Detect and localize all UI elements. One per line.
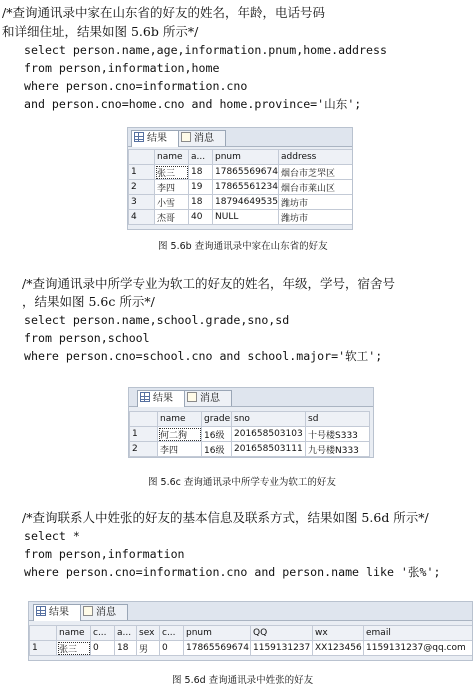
table-cell[interactable]: 18 bbox=[189, 165, 213, 180]
column-header[interactable]: sd bbox=[306, 412, 370, 427]
table-cell[interactable]: 0 bbox=[91, 641, 115, 656]
tab-label: 消息 bbox=[194, 133, 214, 144]
row-number[interactable]: 4 bbox=[129, 210, 155, 225]
grid-icon bbox=[134, 132, 144, 142]
row-number[interactable]: 1 bbox=[130, 427, 158, 442]
table-cell[interactable]: 十号楼S333 bbox=[306, 427, 370, 442]
column-header[interactable]: sno bbox=[232, 412, 306, 427]
table-cell[interactable]: 小雪 bbox=[155, 195, 189, 210]
comment-text: /*查询通讯录中家在山东省的好友的姓名，年龄，电话号码 bbox=[2, 5, 325, 20]
table-cell[interactable]: 17865569674 bbox=[184, 641, 251, 656]
table-cell[interactable]: 18 bbox=[115, 641, 137, 656]
comment-text: ，结果如图 5.6c 所示*/ bbox=[22, 294, 155, 309]
table-cell[interactable]: 1159131237 bbox=[251, 641, 313, 656]
code-line: from person,information,home bbox=[24, 61, 220, 75]
table-cell[interactable]: XX123456 bbox=[313, 641, 364, 656]
table-cell[interactable]: NULL bbox=[213, 210, 279, 225]
tab-messages[interactable] bbox=[80, 604, 128, 620]
code-line: from person,information bbox=[24, 547, 185, 561]
table-cell[interactable]: 16级 bbox=[202, 442, 232, 457]
table-cell[interactable]: 18794649535 bbox=[213, 195, 279, 210]
tab-messages[interactable] bbox=[178, 130, 226, 146]
results-panel bbox=[127, 127, 353, 230]
table-cell[interactable]: 杰哥 bbox=[155, 210, 189, 225]
table-cell[interactable]: 男 bbox=[137, 641, 160, 656]
table-cell[interactable]: 1159131237@qq.com bbox=[364, 641, 473, 656]
results-tabbar bbox=[128, 128, 352, 147]
table-row[interactable] bbox=[130, 427, 370, 442]
row-number[interactable]: 1 bbox=[30, 641, 57, 656]
message-icon bbox=[83, 606, 93, 616]
code-line: select * bbox=[24, 529, 80, 543]
row-number[interactable]: 2 bbox=[129, 180, 155, 195]
table-cell[interactable]: 19 bbox=[189, 180, 213, 195]
table-cell[interactable]: 烟台市芝罘区 bbox=[279, 165, 353, 180]
results-grid[interactable] bbox=[29, 625, 473, 656]
code-line: and person.cno=home.cno and home.province='山东'; bbox=[24, 97, 362, 111]
results-panel bbox=[28, 601, 473, 661]
tab-label: 结果 bbox=[147, 133, 167, 144]
results-tabbar bbox=[29, 602, 472, 621]
code-line: select person.name,age,information.pnum,home.address bbox=[24, 43, 387, 57]
table-cell[interactable]: 张三 bbox=[155, 165, 189, 180]
column-header[interactable]: c... bbox=[160, 626, 184, 641]
results-tabbar bbox=[129, 388, 373, 407]
column-header[interactable]: pnum bbox=[213, 150, 279, 165]
table-cell[interactable]: 16级 bbox=[202, 427, 232, 442]
table-cell[interactable]: 40 bbox=[189, 210, 213, 225]
table-row[interactable] bbox=[129, 165, 353, 180]
figure-caption: 图 5.6b 查询通讯录中家在山东省的好友 bbox=[158, 241, 328, 252]
table-cell[interactable]: 201658503111 bbox=[232, 442, 306, 457]
row-number[interactable]: 2 bbox=[130, 442, 158, 457]
table-cell[interactable]: 烟台市莱山区 bbox=[279, 180, 353, 195]
code-line: where person.cno=information.cno and person.name like '张%'; bbox=[24, 565, 441, 579]
tab-label: 消息 bbox=[96, 607, 116, 618]
table-row[interactable] bbox=[129, 195, 353, 210]
table-row[interactable] bbox=[129, 210, 353, 225]
table-cell[interactable]: 201658503103 bbox=[232, 427, 306, 442]
column-header[interactable]: name bbox=[155, 150, 189, 165]
results-grid[interactable] bbox=[129, 411, 370, 457]
table-cell[interactable]: 李四 bbox=[155, 180, 189, 195]
column-header[interactable]: wx bbox=[313, 626, 364, 641]
message-icon bbox=[181, 132, 191, 142]
column-header[interactable]: pnum bbox=[184, 626, 251, 641]
tab-label: 消息 bbox=[200, 393, 220, 404]
header-row bbox=[30, 626, 473, 641]
table-cell[interactable]: 17865569674 bbox=[213, 165, 279, 180]
column-header[interactable]: name bbox=[57, 626, 91, 641]
comment-text: /*查询通讯录中所学专业为软工的好友的姓名，年级，学号，宿舍号 bbox=[22, 276, 395, 291]
corner-cell bbox=[129, 150, 155, 165]
grid-icon bbox=[36, 606, 46, 616]
figure-caption: 图 5.6c 查询通讯录中所学专业为软工的好友 bbox=[148, 477, 336, 488]
table-cell[interactable]: 0 bbox=[160, 641, 184, 656]
header-row bbox=[130, 412, 370, 427]
column-header[interactable]: sex bbox=[137, 626, 160, 641]
code-line: from person,school bbox=[24, 331, 150, 345]
table-cell[interactable]: 张三 bbox=[57, 641, 91, 656]
code-line: where person.cno=school.cno and school.major='软工'; bbox=[24, 349, 383, 363]
grid-icon bbox=[140, 392, 150, 402]
table-row[interactable] bbox=[129, 180, 353, 195]
comment-text: 和详细住址，结果如图 5.6b 所示*/ bbox=[2, 24, 199, 39]
tab-messages[interactable] bbox=[184, 390, 232, 406]
table-row[interactable] bbox=[30, 641, 473, 656]
code-line: select person.name,school.grade,sno,sd bbox=[24, 313, 290, 327]
row-number[interactable]: 1 bbox=[129, 165, 155, 180]
message-icon bbox=[187, 392, 197, 402]
column-header[interactable]: email bbox=[364, 626, 473, 641]
table-cell[interactable]: 九号楼N333 bbox=[306, 442, 370, 457]
table-row[interactable] bbox=[130, 442, 370, 457]
table-cell[interactable]: 潍坊市 bbox=[279, 195, 353, 210]
comment-text: /*查询联系人中姓张的好友的基本信息及联系方式，结果如图 5.6d 所示*/ bbox=[22, 510, 429, 525]
table-cell[interactable]: 何二狗 bbox=[158, 427, 202, 442]
column-header[interactable]: a... bbox=[115, 626, 137, 641]
header-row bbox=[129, 150, 353, 165]
results-panel bbox=[128, 387, 374, 458]
tab-results[interactable] bbox=[33, 604, 81, 621]
table-cell[interactable]: 李四 bbox=[158, 442, 202, 457]
results-grid[interactable] bbox=[128, 149, 353, 225]
column-header[interactable]: grade bbox=[202, 412, 232, 427]
code-line: where person.cno=information.cno bbox=[24, 79, 248, 93]
column-header[interactable]: QQ bbox=[251, 626, 313, 641]
column-header[interactable]: name bbox=[158, 412, 202, 427]
corner-cell bbox=[130, 412, 158, 427]
tab-results[interactable] bbox=[137, 390, 185, 407]
table-cell[interactable]: 潍坊市 bbox=[279, 210, 353, 225]
tab-label: 结果 bbox=[49, 607, 69, 618]
table-cell[interactable]: 18 bbox=[189, 195, 213, 210]
column-header[interactable]: address bbox=[279, 150, 353, 165]
table-cell[interactable]: 17865561234 bbox=[213, 180, 279, 195]
tab-results[interactable] bbox=[131, 130, 179, 147]
tab-label: 结果 bbox=[153, 393, 173, 404]
column-header[interactable]: c... bbox=[91, 626, 115, 641]
column-header[interactable]: a... bbox=[189, 150, 213, 165]
row-number[interactable]: 3 bbox=[129, 195, 155, 210]
figure-caption: 图 5.6d 查询通讯录中姓张的好友 bbox=[172, 675, 314, 686]
corner-cell bbox=[30, 626, 57, 641]
